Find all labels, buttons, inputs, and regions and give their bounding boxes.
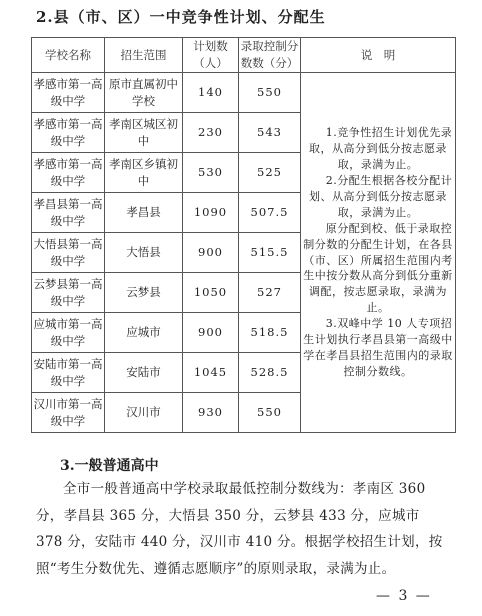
header-notes: 说 明 bbox=[301, 38, 456, 73]
enrollment-range: 安陆市 bbox=[105, 353, 183, 393]
enrollment-range: 汉川市 bbox=[105, 393, 183, 433]
header-school: 学校名称 bbox=[32, 38, 105, 73]
school-name: 孝感市第一高级中学 bbox=[32, 153, 105, 193]
score-line: 507.5 bbox=[239, 193, 301, 233]
enrollment-range: 应城市 bbox=[105, 313, 183, 353]
subsection-title: 3.一般普通高中 bbox=[60, 458, 159, 474]
note-paragraph: 2.分配生根据各校分配计划、从高分到低分按志愿录取，录满为止。 bbox=[309, 173, 453, 219]
page-number: — 3 — bbox=[376, 588, 432, 604]
score-line: 550 bbox=[239, 73, 301, 113]
school-name: 大悟县第一高级中学 bbox=[32, 233, 105, 273]
header-score: 录取控制分数数（分） bbox=[239, 38, 301, 73]
school-name: 安陆市第一高级中学 bbox=[32, 353, 105, 393]
score-line: 527 bbox=[239, 273, 301, 313]
plan-count: 900 bbox=[183, 233, 239, 273]
plan-count: 530 bbox=[183, 153, 239, 193]
plan-count: 900 bbox=[183, 313, 239, 353]
plan-count: 140 bbox=[183, 73, 239, 113]
enrollment-range: 云梦县 bbox=[105, 273, 183, 313]
school-name: 孝感市第一高级中学 bbox=[32, 113, 105, 153]
score-line: 528.5 bbox=[239, 353, 301, 393]
enrollment-range: 大悟县 bbox=[105, 233, 183, 273]
enrollment-range: 原市直属初中学校 bbox=[105, 73, 183, 113]
school-name: 云梦县第一高级中学 bbox=[32, 273, 105, 313]
admission-table bbox=[31, 37, 456, 433]
school-name: 孝昌县第一高级中学 bbox=[32, 193, 105, 233]
body-paragraph: 全市一般普通高中学校录取最低控制分数线为：孝南区 360 分，孝昌县 365 分，大悟县 350 分，云梦县 433 分，应城市 378 分，安陆市 440 分，汉川市 410 分。根据学校招生计划，按照“考生分数优先、遵循志愿顺序”的原则录取，录满为止。 bbox=[36, 481, 443, 577]
score-line: 543 bbox=[239, 113, 301, 153]
table-header-row bbox=[32, 38, 456, 73]
plan-count: 1050 bbox=[183, 273, 239, 313]
plan-count: 1045 bbox=[183, 353, 239, 393]
notes-cell bbox=[301, 73, 456, 433]
school-name: 应城市第一高级中学 bbox=[32, 313, 105, 353]
plan-count: 1090 bbox=[183, 193, 239, 233]
section-title: 2.县（市、区）一中竞争性计划、分配生 bbox=[36, 8, 326, 26]
plan-count: 930 bbox=[183, 393, 239, 433]
note-paragraph: 3.双峰中学 10 人专项招生计划执行孝昌县第一高级中学在孝昌县招生范围内的录取控制分数线。 bbox=[303, 317, 453, 379]
enrollment-range: 孝昌县 bbox=[105, 193, 183, 233]
plan-count: 230 bbox=[183, 113, 239, 153]
header-range: 招生范围 bbox=[105, 38, 183, 73]
enrollment-range: 孝南区城区初中 bbox=[105, 113, 183, 153]
table-row bbox=[32, 73, 456, 113]
school-name: 孝感市第一高级中学 bbox=[32, 73, 105, 113]
school-name: 汉川市第一高级中学 bbox=[32, 393, 105, 433]
note-paragraph: 1.竞争性招生计划优先录取，从高分到低分按志愿录取，录满为止。 bbox=[309, 126, 453, 171]
note-paragraph: 原分配到校、低于录取控制分数的分配生计划，在各县（市、区）所属招生范围内考生中按分数从高分到低分重新调配，按志愿录取，录满为止。 bbox=[303, 221, 453, 315]
header-plan: 计划数（人） bbox=[183, 38, 239, 73]
enrollment-range: 孝南区乡镇初中 bbox=[105, 153, 183, 193]
score-line: 515.5 bbox=[239, 233, 301, 273]
score-line: 518.5 bbox=[239, 313, 301, 353]
score-line: 525 bbox=[239, 153, 301, 193]
score-line: 550 bbox=[239, 393, 301, 433]
